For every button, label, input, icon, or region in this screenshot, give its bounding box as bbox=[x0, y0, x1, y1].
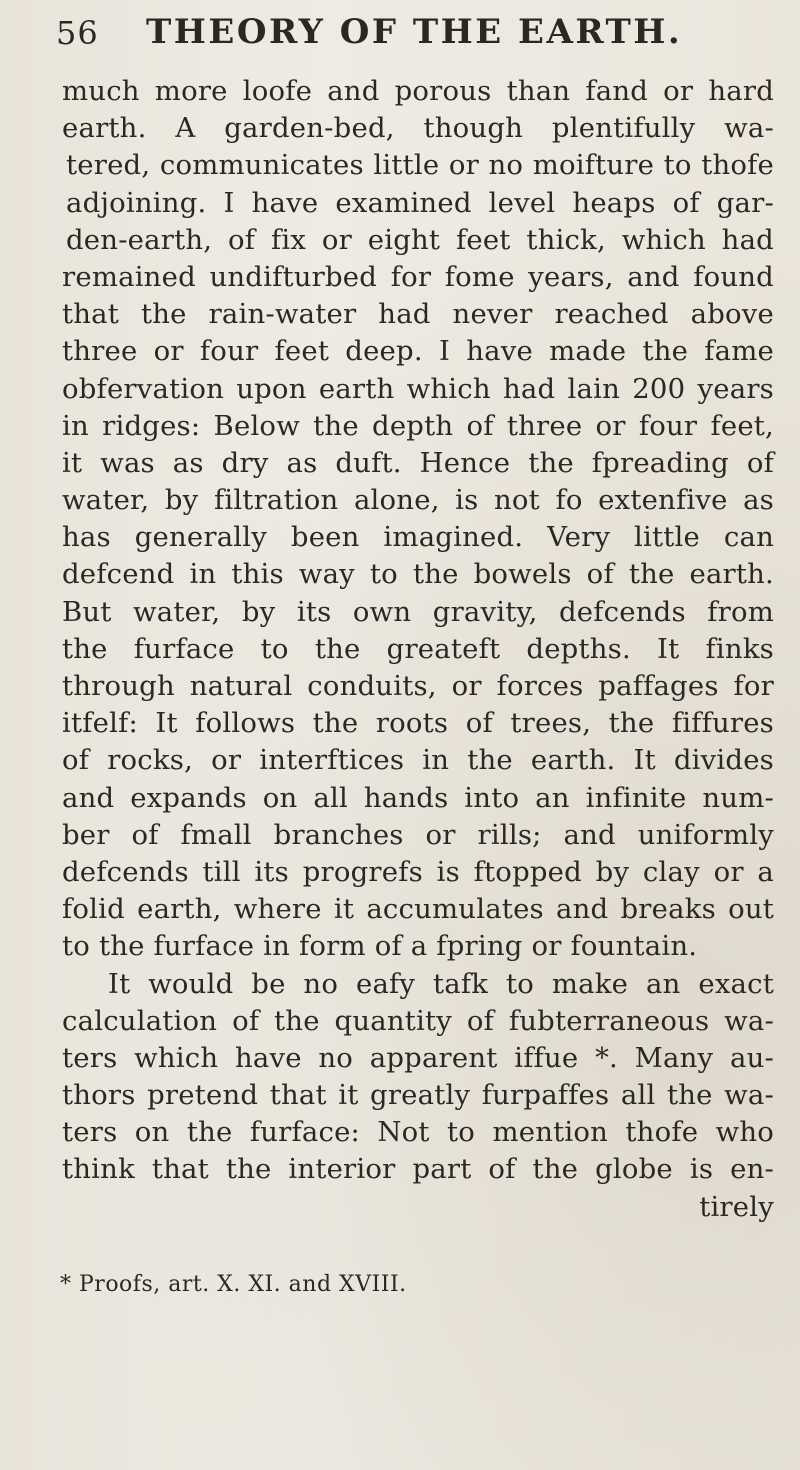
text-line: earth. A garden-bed, though plentifully wa- bbox=[62, 112, 774, 145]
text-line: ters which have no apparent iffue *. Many au- bbox=[62, 1041, 774, 1074]
text-line: ber of fmall branches or rills; and uniformly bbox=[62, 818, 774, 851]
text-line: itfelf: It follows the roots of trees, the fiffures bbox=[62, 707, 774, 740]
text-line: in ridges: Below the depth of three or four feet, bbox=[62, 409, 774, 442]
text-line: has generally been imagined. Very little can bbox=[62, 521, 774, 554]
page-number: 56 bbox=[56, 14, 99, 52]
footnote: * Proofs, art. X. XI. and XVIII. bbox=[60, 1272, 407, 1297]
text-line: that the rain-water had never reached above bbox=[62, 298, 774, 331]
text-line: much more loofe and porous than fand or hard bbox=[62, 75, 774, 107]
text-line: It would be no eafy tafk to make an exact bbox=[108, 967, 774, 1000]
text-line: the furface to the greateft depths. It finks bbox=[62, 632, 774, 665]
text-line: remained undifturbed for fome years, and found bbox=[62, 260, 774, 293]
text-line: tered, communicates little or no moifture to thofe bbox=[66, 149, 774, 182]
catchword: tirely bbox=[699, 1190, 774, 1223]
running-head: THEORY OF THE EARTH. bbox=[146, 12, 683, 52]
text-line: it was as dry as duft. Hence the fpreading of bbox=[62, 446, 774, 479]
text-line: think that the interior part of the globe is en- bbox=[62, 1153, 774, 1186]
body-text bbox=[62, 73, 774, 1226]
text-line: adjoining. I have examined level heaps of gar- bbox=[66, 186, 774, 219]
text-line: water, by filtration alone, is not fo extenfive as bbox=[62, 484, 774, 517]
text-line: folid earth, where it accumulates and breaks out bbox=[62, 893, 774, 926]
text-line: ters on the furface: Not to mention thofe who bbox=[62, 1116, 774, 1149]
text-line: defcends till its progrefs is ftopped by clay or a bbox=[62, 855, 774, 888]
text-line: and expands on all hands into an infinite num- bbox=[62, 781, 774, 814]
text-line: through natural conduits, or forces paffages for bbox=[62, 670, 774, 702]
text-line: But water, by its own gravity, defcends from bbox=[62, 595, 774, 628]
text-line: defcend in this way to the bowels of the earth. bbox=[62, 558, 774, 591]
text-line: of rocks, or interftices in the earth. It divides bbox=[62, 744, 774, 777]
text-line: calculation of the quantity of fubterraneous wa- bbox=[62, 1004, 774, 1037]
text-line: three or four feet deep. I have made the fame bbox=[62, 335, 774, 368]
text-line: to the furface in form of a fpring or fountain. bbox=[62, 930, 698, 963]
page-header bbox=[46, 8, 786, 68]
text-line: den-earth, of fix or eight feet thick, which had bbox=[66, 223, 774, 256]
text-line: obfervation upon earth which had lain 200 years bbox=[62, 372, 774, 405]
text-line: thors pretend that it greatly furpaffes all the wa- bbox=[62, 1079, 774, 1112]
